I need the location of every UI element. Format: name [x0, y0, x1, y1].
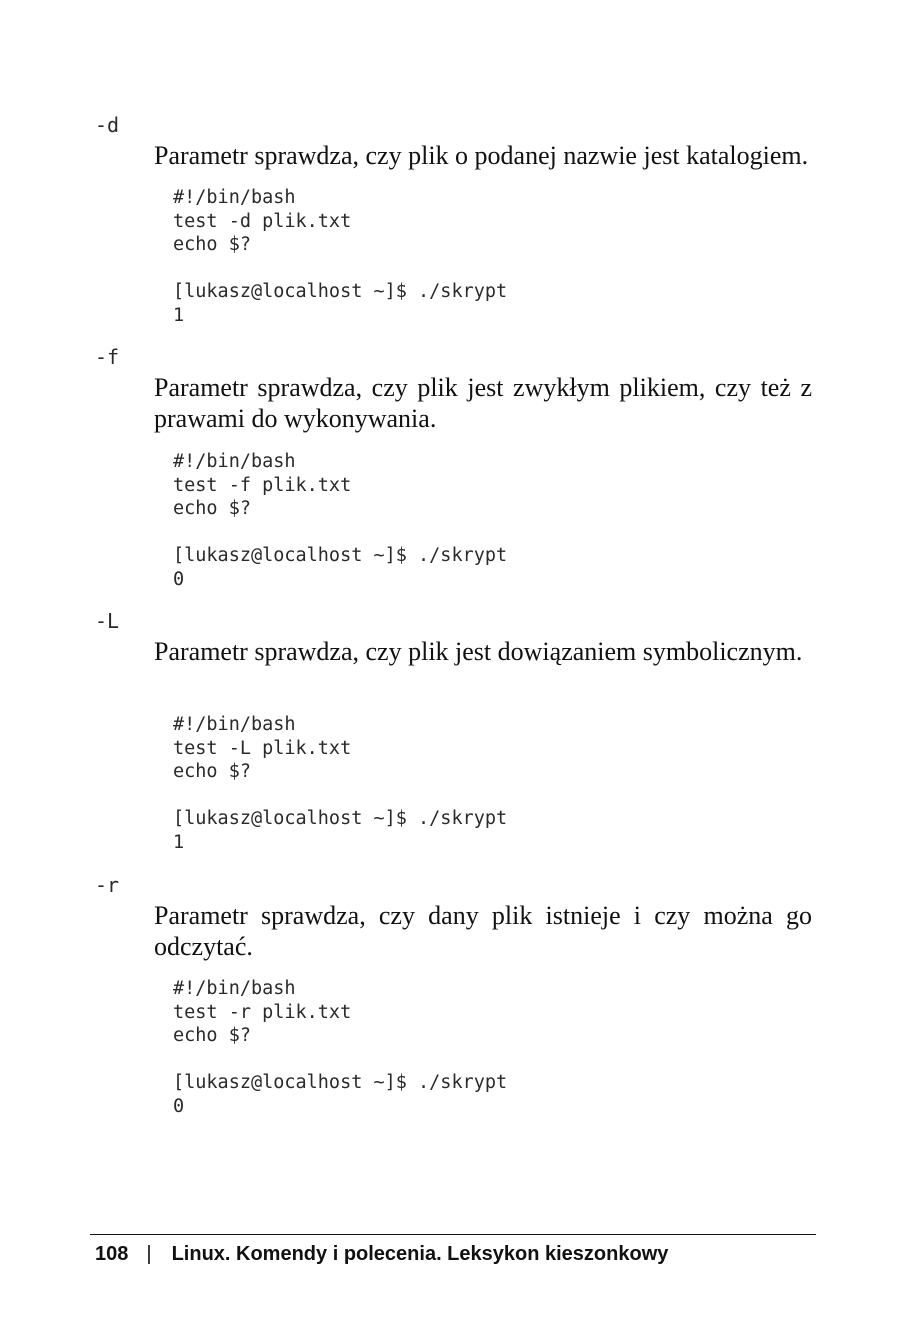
- option-description: Parametr sprawdza, czy plik o podanej nazwie jest katalogiem.: [154, 141, 809, 170]
- book-title: Linux. Komendy i polecenia. Leksykon kieszonkowy: [171, 1243, 669, 1265]
- code-line: test -d plik.txt: [173, 210, 352, 232]
- code-line: [173, 521, 507, 545]
- code-line: #!/bin/bash: [173, 187, 296, 208]
- option-term: -d: [95, 113, 120, 137]
- code-block: [173, 450, 507, 591]
- code-line: 0: [173, 568, 185, 590]
- code-line: [173, 1048, 507, 1072]
- option-description: Parametr sprawdza, czy plik jest zwykłym plikiem, czy też z prawami do wykonywania.: [154, 373, 812, 433]
- code-line: echo $?: [173, 234, 251, 255]
- code-line: 1: [173, 304, 185, 326]
- option-term: -f: [95, 345, 120, 369]
- code-line: [lukasz@localhost ~]$ ./skrypt: [173, 545, 508, 566]
- page-number: 108: [95, 1243, 129, 1265]
- code-line: #!/bin/bash: [173, 978, 296, 999]
- code-line: #!/bin/bash: [173, 714, 296, 735]
- code-line: [173, 784, 507, 808]
- code-line: #!/bin/bash: [173, 451, 296, 472]
- code-line: 1: [173, 831, 185, 853]
- footer-rule: [90, 1234, 816, 1235]
- code-block: [173, 713, 507, 854]
- code-line: 0: [173, 1095, 185, 1117]
- option-description: Parametr sprawdza, czy dany plik istnieje i czy można go odczytać.: [154, 901, 812, 961]
- code-line: [173, 257, 507, 281]
- code-line: test -L plik.txt: [173, 737, 352, 759]
- footer-separator: |: [146, 1243, 152, 1265]
- code-block: [173, 977, 507, 1118]
- code-line: test -r plik.txt: [173, 1001, 352, 1023]
- code-line: echo $?: [173, 498, 251, 519]
- option-description: Parametr sprawdza, czy plik jest dowiązaniem symbolicznym.: [154, 637, 803, 666]
- code-block: [173, 186, 507, 327]
- option-term: -r: [95, 873, 120, 897]
- page-footer: [95, 1241, 668, 1267]
- code-line: [lukasz@localhost ~]$ ./skrypt: [173, 1072, 508, 1093]
- option-term: -L: [95, 609, 120, 633]
- code-line: echo $?: [173, 761, 251, 782]
- code-line: [lukasz@localhost ~]$ ./skrypt: [173, 808, 508, 829]
- code-line: [lukasz@localhost ~]$ ./skrypt: [173, 281, 508, 302]
- code-line: echo $?: [173, 1025, 251, 1046]
- code-line: test -f plik.txt: [173, 474, 352, 496]
